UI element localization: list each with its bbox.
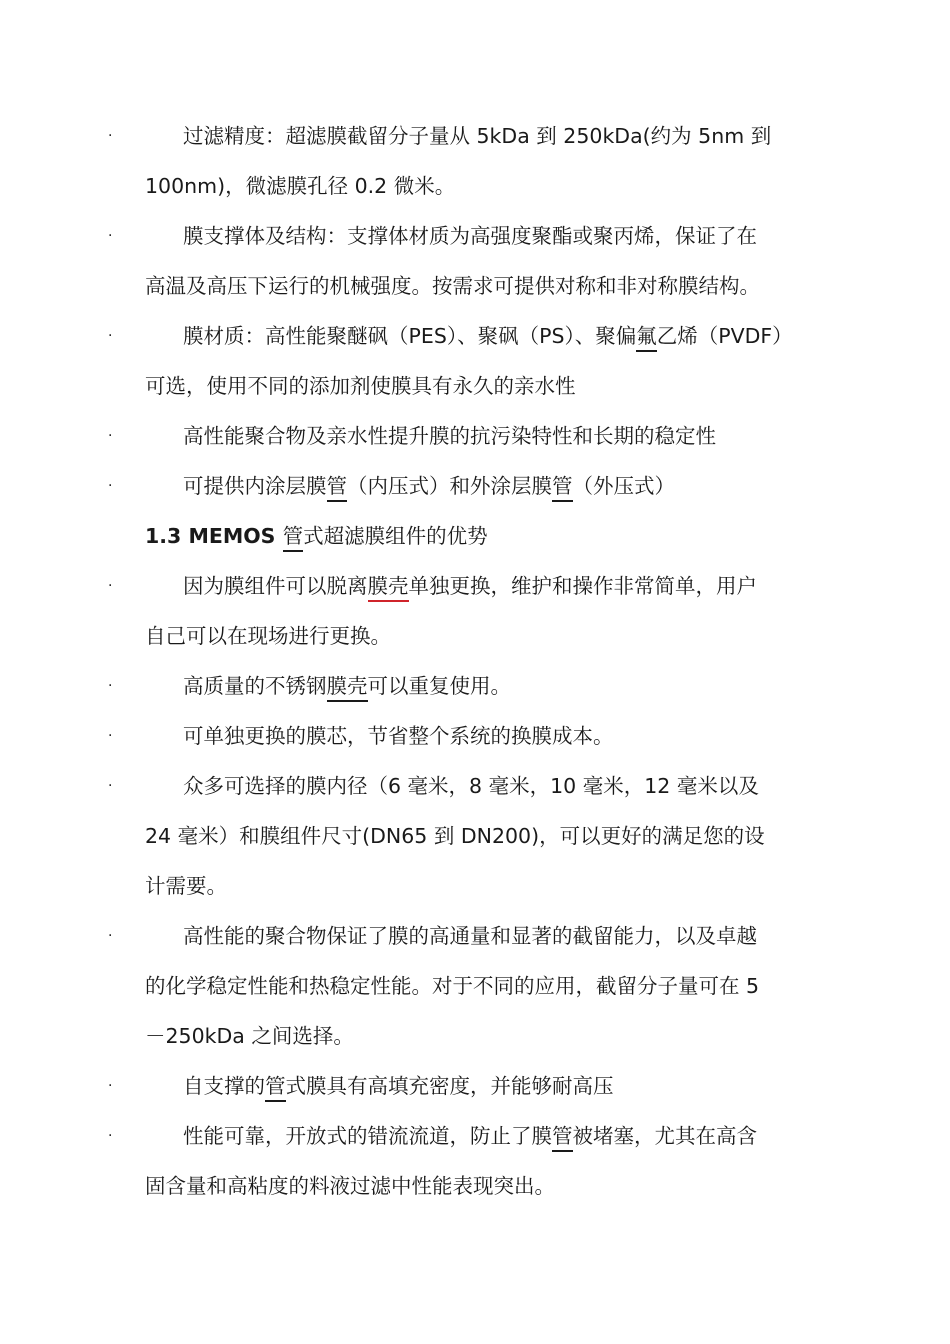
paragraph-text: 膜材质：高性能聚醚砜（PES）、聚砜（PS）、聚偏氟乙烯（PVDF） xyxy=(183,323,793,349)
paragraph-text: 高温及高压下运行的机械强度。按需求可提供对称和非对称膜结构。 xyxy=(145,274,760,298)
paragraph-text: 自支撑的管式膜具有高填充密度，并能够耐高压 xyxy=(183,1073,614,1099)
paragraph-text: 自己可以在现场进行更换。 xyxy=(145,624,391,648)
bullet: · xyxy=(108,728,113,744)
paragraph-text: 可选，使用不同的添加剂使膜具有永久的亲水性 xyxy=(145,374,576,398)
line-13 xyxy=(0,723,950,773)
bullet: · xyxy=(108,928,113,944)
paragraph-text: 性能可靠，开放式的错流流道，防止了膜管被堵塞，尤其在高含 xyxy=(183,1123,757,1149)
line-7 xyxy=(0,423,950,473)
underlined-term: 管 xyxy=(265,1074,286,1102)
paragraph-text: －250kDa 之间选择。 xyxy=(145,1024,354,1048)
bullet: · xyxy=(108,778,113,794)
bullet: · xyxy=(108,478,113,494)
bullet: · xyxy=(108,428,113,444)
line-2 xyxy=(0,173,950,223)
paragraph-text: 可单独更换的膜芯，节省整个系统的换膜成本。 xyxy=(183,724,614,748)
underlined-term: 氟 xyxy=(636,324,657,352)
line-12 xyxy=(0,673,950,723)
line-5 xyxy=(0,323,950,373)
bullet: · xyxy=(108,228,113,244)
underlined-term: 管 xyxy=(327,474,348,502)
paragraph-text: 因为膜组件可以脱离膜壳单独更换，维护和操作非常简单，用户 xyxy=(183,573,757,599)
paragraph-text: 高性能的聚合物保证了膜的高通量和显著的截留能力，以及卓越 xyxy=(183,924,757,948)
line-17 xyxy=(0,923,950,973)
underlined-term: 管 xyxy=(283,524,304,552)
paragraph-text: 的化学稳定性能和热稳定性能。对于不同的应用，截留分子量可在 5 xyxy=(145,974,760,998)
paragraph-text: 高性能聚合物及亲水性提升膜的抗污染特性和长期的稳定性 xyxy=(183,424,716,448)
paragraph-text: 可提供内涂层膜管（内压式）和外涂层膜管（外压式） xyxy=(183,473,675,499)
line-22 xyxy=(0,1173,950,1223)
bullet: · xyxy=(108,128,113,144)
line-10 xyxy=(0,573,950,623)
paragraph-text: 24 毫米）和膜组件尺寸(DN65 到 DN200)，可以更好的满足您的设 xyxy=(145,824,765,848)
paragraph-text: 过滤精度：超滤膜截留分子量从 5kDa 到 250kDa(约为 5nm 到 xyxy=(183,124,772,148)
paragraph-text: 众多可选择的膜内径（6 毫米，8 毫米，10 毫米，12 毫米以及 xyxy=(183,774,759,798)
line-16 xyxy=(0,873,950,923)
underlined-term: 管 xyxy=(552,474,573,502)
paragraph-text: 固含量和高粘度的料液过滤中性能表现突出。 xyxy=(145,1174,555,1198)
line-19 xyxy=(0,1023,950,1073)
line-21 xyxy=(0,1123,950,1173)
line-6 xyxy=(0,373,950,423)
line-20 xyxy=(0,1073,950,1123)
line-15 xyxy=(0,823,950,873)
line-14 xyxy=(0,773,950,823)
bullet: · xyxy=(108,1128,113,1144)
underlined-term: 管 xyxy=(552,1124,573,1152)
paragraph-text: 计需要。 xyxy=(145,874,227,898)
underlined-term: 膜壳 xyxy=(327,674,368,702)
bullet: · xyxy=(108,328,113,344)
line-3 xyxy=(0,223,950,273)
bullet: · xyxy=(108,578,113,594)
line-8 xyxy=(0,473,950,523)
paragraph-text: 膜支撑体及结构：支撑体材质为高强度聚酯或聚丙烯，保证了在 xyxy=(183,224,757,248)
underlined-term: 膜壳 xyxy=(368,574,409,602)
section-heading xyxy=(0,523,950,573)
bullet: · xyxy=(108,678,113,694)
line-11 xyxy=(0,623,950,673)
line-1 xyxy=(0,123,950,173)
paragraph-text: 100nm)，微滤膜孔径 0.2 微米。 xyxy=(145,174,456,198)
heading-text: 1.3 MEMOS 管式超滤膜组件的优势 xyxy=(145,523,488,549)
bullet: · xyxy=(108,1078,113,1094)
line-4 xyxy=(0,273,950,323)
paragraph-text: 高质量的不锈钢膜壳可以重复使用。 xyxy=(183,673,511,699)
line-18 xyxy=(0,973,950,1023)
